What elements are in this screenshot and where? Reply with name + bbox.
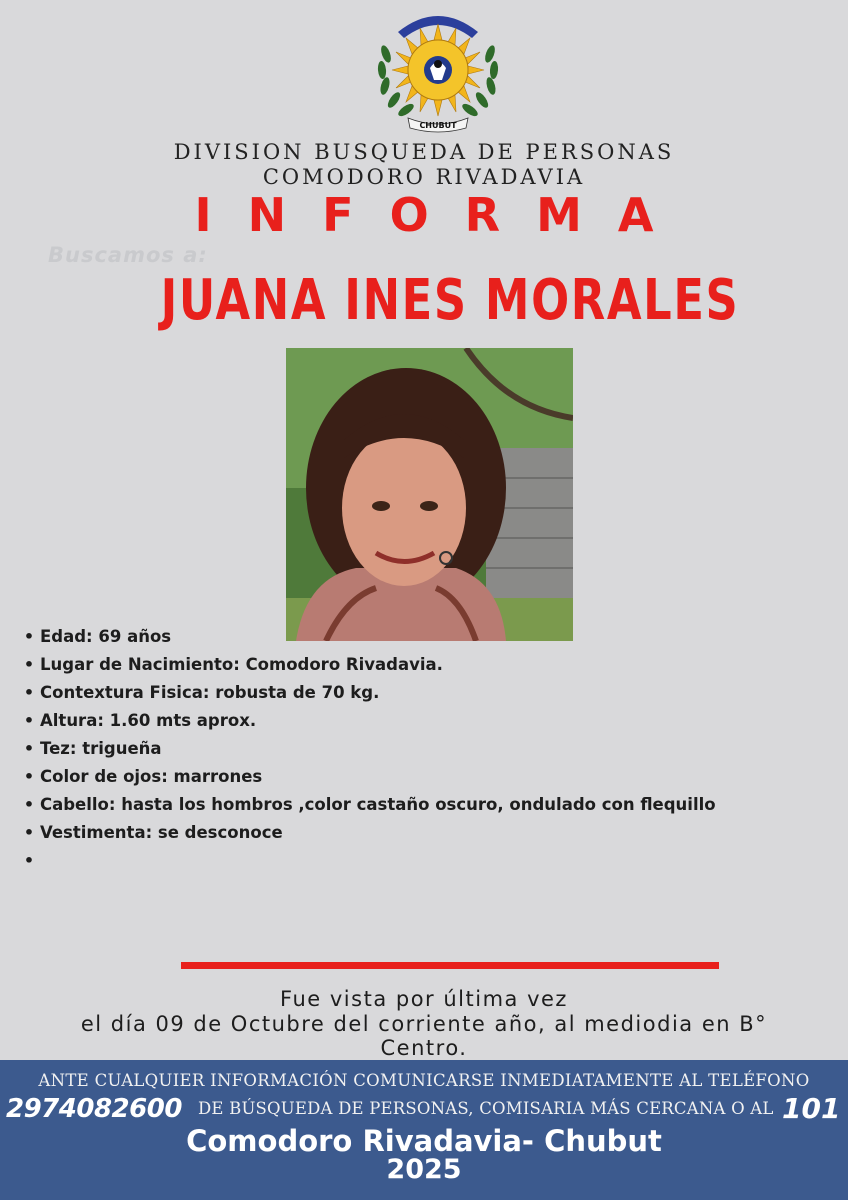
division-city: COMODORO RIVADAVIA (262, 165, 586, 189)
detail-age: • Edad: 69 años (18, 626, 716, 654)
last-seen-line-2: el día 09 de Octubre del corriente año, al mediodia en B° (80, 1012, 768, 1036)
detail-hair: • Cabello: hasta los hombros ,color castaño oscuro, ondulado con flequillo (18, 794, 716, 822)
informa-heading: INFORMA (194, 188, 690, 242)
division-title: DIVISION BUSQUEDA DE PERSONAS (173, 140, 675, 164)
last-seen-line-3: Centro. (380, 1036, 468, 1060)
footer-note-line-2: DE BÚSQUEDA DE PERSONAS, COMISARIA MÁS CERCANA O AL (198, 1099, 774, 1118)
footer-year: 2025 (386, 1154, 462, 1185)
person-photo (286, 348, 573, 641)
last-seen-line-1: Fue vista por última vez (280, 987, 568, 1011)
detail-build: • Contextura Fisica: robusta de 70 kg. (18, 682, 716, 710)
emblem-banner-text: CHUBUT (419, 121, 457, 130)
detail-height: • Altura: 1.60 mts aprox. (18, 710, 716, 738)
search-label: Buscamos a: (48, 243, 208, 267)
detail-birthplace: • Lugar de Nacimiento: Comodoro Rivadavia. (18, 654, 716, 682)
missing-person-name: JUANA INES MORALES (160, 268, 740, 333)
footer-note-line-1: ANTE CUALQUIER INFORMACIÓN COMUNICARSE INMEDIATAMENTE AL TELÉFONO (38, 1071, 810, 1090)
person-details-list (18, 626, 716, 878)
detail-complexion: • Tez: trigueña (18, 738, 716, 766)
emergency-number: 101 (782, 1092, 841, 1125)
detail-empty (18, 850, 716, 878)
police-chubut-emblem-icon (372, 6, 504, 134)
contact-phone: 2974082600 (6, 1094, 182, 1124)
detail-eye-color: • Color de ojos: marrones (18, 766, 716, 794)
detail-clothing: • Vestimenta: se desconoce (18, 822, 716, 850)
footer-city: Comodoro Rivadavia- Chubut (186, 1124, 662, 1158)
red-divider (181, 962, 719, 969)
